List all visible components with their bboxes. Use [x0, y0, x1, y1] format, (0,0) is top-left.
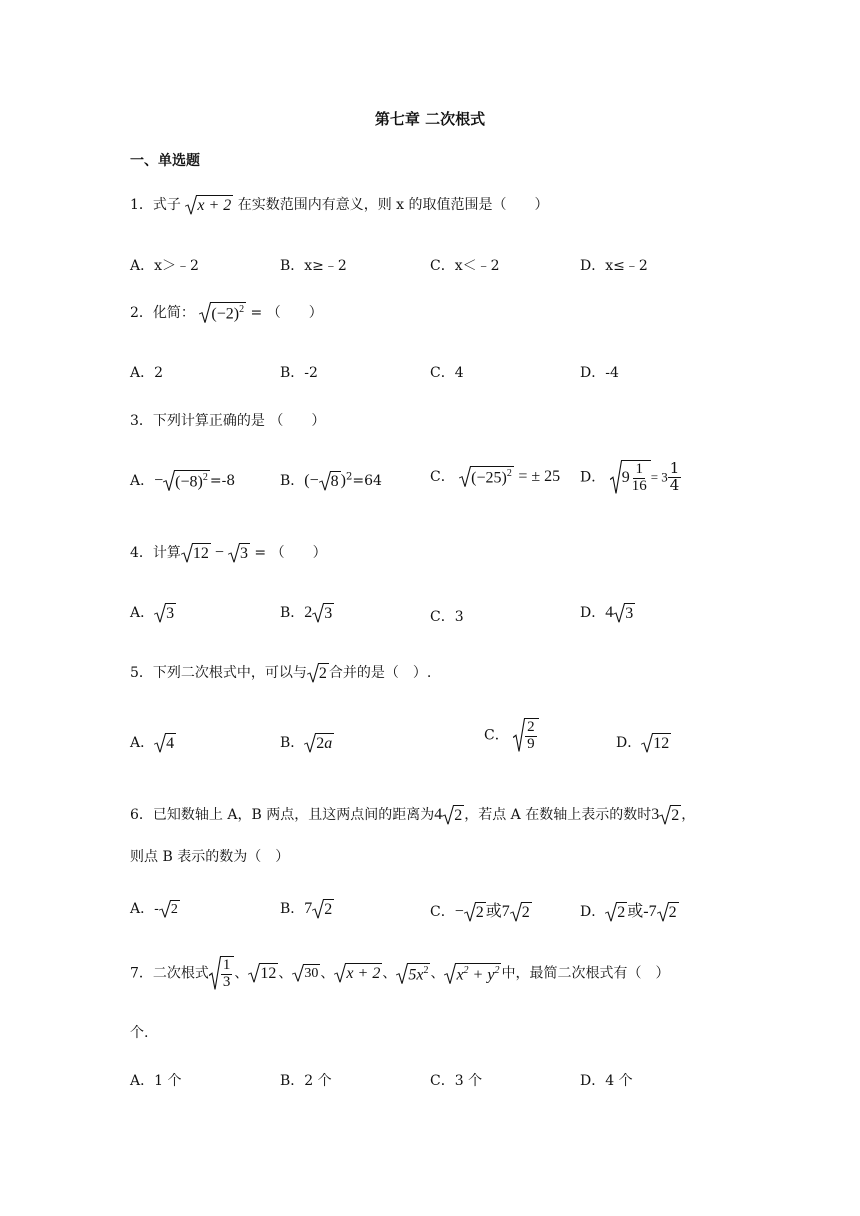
option-a: A． 3	[130, 605, 175, 622]
radical: $(-2)^2$	[199, 302, 246, 323]
radical: 2	[510, 902, 532, 922]
option-a: A．x＞﹣2	[130, 258, 199, 274]
radical: 2	[159, 900, 180, 918]
radical: 2	[605, 902, 627, 922]
radical: 12	[641, 733, 671, 753]
option-b: B．x≥﹣2	[280, 258, 347, 274]
question-6: 6．已知数轴上 A，B 两点，且这两点间的距离为4 2 ，若点 A 在数轴上表示的数时3 2 ，	[130, 806, 696, 824]
question-3: 3．下列计算正确的是 （ ）	[130, 413, 326, 429]
option-d: D． 2 或-7 2	[580, 903, 677, 921]
question-text: 在实数范围内有意义，则 x 的取值范围是（ ）	[237, 197, 549, 213]
radical: $(-25)^2$	[459, 466, 514, 487]
question-text: 2．化简：	[130, 305, 195, 321]
radical: 8	[319, 471, 341, 491]
radical: 3	[154, 603, 176, 623]
question-1	[130, 194, 549, 215]
section-heading: 一、单选题	[130, 153, 200, 169]
radical: $x^2 + y^2$	[444, 963, 501, 984]
radical: 2	[312, 899, 334, 919]
radical: 2a	[304, 733, 334, 753]
radical: x + 2	[185, 195, 233, 215]
option-c: C．− 2 或7 2	[430, 903, 530, 921]
option-c: C．3	[430, 609, 464, 625]
question-7-line-2: 个.	[130, 1025, 149, 1041]
question-6-line-2: 则点 B 表示的数为（ ）	[130, 849, 290, 865]
question-text: 1．式子	[130, 197, 181, 213]
radical: 2	[464, 902, 486, 922]
question-7: 7．二次根式 $\frac{1}{3}$ 、 12 、 30 、 x + 2 、 $5x^2$ 、 $x^2 + y^2$ 中，最简二次根式有（ ）	[130, 957, 670, 990]
option-b: B．(− 8 )$^2$=64	[280, 471, 382, 490]
question-4: 4．计算 12 − 3 = （ ）	[130, 544, 327, 562]
radical: 12	[248, 963, 278, 983]
radical: 3	[228, 543, 250, 563]
option-c: C．x＜﹣2	[430, 258, 500, 274]
fraction: $\frac{1}{4}$	[669, 459, 680, 494]
radical: 2	[657, 902, 679, 922]
fraction: $\frac{2}{9}$	[527, 719, 535, 752]
option-b: B．7 2	[280, 900, 333, 918]
option-a: A．- 2	[130, 901, 178, 917]
option-c: C． $\frac{2}{9}$	[484, 718, 539, 753]
fraction: $\frac{1}{16}$	[631, 461, 647, 494]
radical: 30	[292, 964, 320, 982]
radical: $(-8)^2$	[163, 470, 210, 491]
option-d: D． 9 $\frac{1}{16}$ = 3 $\frac{1}{4}$	[580, 459, 680, 494]
option-d: D． 12	[616, 735, 670, 752]
radical: 3	[613, 603, 635, 623]
option-a: A．1 个	[130, 1073, 182, 1089]
question-text: = （ ）	[250, 305, 323, 321]
option-a: A．2	[130, 365, 164, 381]
radical: 9 $\frac{1}{16}$	[610, 460, 651, 495]
option-d: D．x≤﹣2	[580, 258, 648, 274]
radical: 2	[659, 805, 681, 825]
question-5: 5．下列二次根式中，可以与 2 合并的是（ ）.	[130, 665, 432, 682]
option-b: B．2 3	[280, 604, 333, 622]
page-title: 第七章 二次根式	[374, 110, 486, 128]
radical: 3	[312, 603, 334, 623]
radical: 4	[154, 733, 176, 753]
option-d: D．-4	[580, 365, 619, 381]
radical: 2	[307, 663, 329, 683]
option-c: C．3 个	[430, 1073, 483, 1089]
option-b: B．2 个	[280, 1073, 332, 1089]
fraction: $\frac{1}{3}$	[222, 957, 231, 990]
option-b: B． 2a	[280, 735, 333, 752]
option-d: D．4 3	[580, 604, 634, 622]
radical	[209, 956, 235, 991]
radical: x + 2	[334, 963, 382, 983]
option-a: A．− $(-8)^2 =-8$	[130, 472, 236, 491]
radical: 12	[181, 543, 211, 563]
option-c: C． $(-25)^2$ = ± 25	[430, 468, 561, 487]
option-c: C．4	[430, 365, 464, 381]
question-2	[130, 302, 323, 324]
radical	[513, 718, 539, 753]
option-d: D．4 个	[580, 1073, 633, 1089]
radical: 2	[442, 805, 464, 825]
option-a: A． 4	[130, 735, 175, 752]
radical: $5x^2$	[396, 963, 430, 984]
option-b: B．-2	[280, 365, 318, 381]
